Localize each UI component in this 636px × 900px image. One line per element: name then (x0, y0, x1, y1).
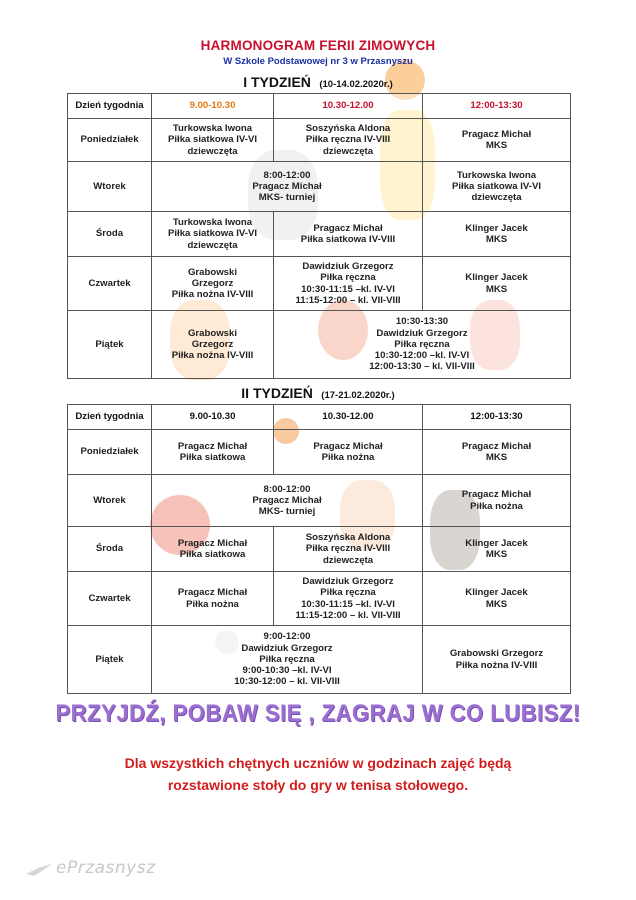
slot-cell-merged (152, 626, 423, 694)
cell-line: MKS (485, 234, 508, 245)
slot-cell (274, 212, 423, 257)
slot-cell (152, 257, 274, 311)
cell-line: Pragacz Michał (177, 440, 248, 452)
cell-line: Piłka siatkowa (179, 452, 246, 463)
cell-line: dziewczęta (322, 554, 374, 566)
cell-line: MKS (485, 452, 508, 463)
slot-cell (274, 572, 423, 626)
slot-cell (423, 257, 571, 311)
header-slot-3: 12:00-13:30 (423, 94, 571, 119)
day-cell: Poniedziałek (68, 119, 152, 162)
cell-line: Piłka ręczna (259, 653, 315, 665)
cell-line: Piłka nożna (321, 452, 375, 463)
cell-line: Piłka nożna IV-VIII (171, 289, 254, 301)
cell-line: Klinger Jacek (465, 222, 528, 234)
cell-line: 10:30-11:15 –kl. IV-VI (301, 598, 395, 610)
cell-line: Dawidziuk Grzegorz (241, 642, 333, 654)
cell-line: MKS (485, 549, 508, 560)
slot-cell (152, 212, 274, 257)
table-row (68, 430, 571, 475)
week-2-table (67, 404, 571, 694)
table-row (68, 626, 571, 694)
cell-line: MKS (485, 598, 508, 610)
cell-line: MKS- turniej (258, 192, 316, 204)
table-row (68, 257, 571, 311)
bird-logo-icon (24, 862, 54, 878)
table-row (68, 212, 571, 257)
table-header-row (68, 94, 571, 119)
slot-cell (423, 475, 571, 527)
header-slot-2: 10.30-12.00 (274, 405, 423, 430)
cell-line: Pragacz Michał (461, 489, 532, 501)
cell-line: Grabowski (187, 327, 238, 339)
slot-cell (152, 572, 274, 626)
watermark: ePrzasnysz (56, 858, 156, 878)
table-row (68, 311, 571, 379)
day-cell: Środa (68, 527, 152, 572)
header-slot-1: 9.00-10.30 (152, 94, 274, 119)
cell-line: Pragacz Michał (252, 494, 322, 506)
slot-cell (274, 257, 423, 311)
cell-line: Piłka ręczna (320, 587, 376, 599)
slot-cell (423, 626, 571, 694)
cell-line: Turkowska Iwona (172, 217, 253, 229)
slot-cell (274, 527, 423, 572)
table-row (68, 475, 571, 527)
cell-line: 9:00-12:00 (263, 631, 311, 643)
cell-line: Turkowska Iwona (172, 123, 253, 135)
header-slot-2: 10.30-12.00 (274, 94, 423, 119)
slot-cell (152, 430, 274, 475)
cell-line: MKS (485, 283, 508, 295)
cell-line: 11:15-12:00 – kl. VII-VIII (295, 294, 401, 306)
week-2-heading (0, 385, 636, 403)
cell-line: MKS- turniej (258, 506, 316, 518)
week-1-dates: (10-14.02.2020r.) (319, 79, 393, 90)
cell-line: 10:30-13:30 (395, 316, 449, 328)
day-cell: Poniedziałek (68, 430, 152, 475)
cell-line: 10:30-11:15 –kl. IV-VI (301, 283, 395, 295)
table-row (68, 572, 571, 626)
day-cell: Piątek (68, 311, 152, 379)
cell-line: 8:00-12:00 (263, 483, 311, 495)
cell-line: Piłka nożna IV-VIII (455, 659, 538, 671)
note-line-2: rozstawione stoły do gry w tenisa stołowego. (167, 777, 469, 793)
slot-cell (423, 162, 571, 212)
week-1-label: I TYDZIEŃ (243, 74, 311, 90)
header-slot-3: 12:00-13:30 (423, 405, 571, 430)
cell-line: Dawidziuk Grzegorz (302, 261, 394, 273)
cell-line: Pragacz Michał (177, 587, 248, 599)
cell-line: Piłka nożna IV-VIII (171, 350, 254, 362)
slot-cell (423, 572, 571, 626)
cell-line: 8:00-12:00 (263, 169, 311, 181)
cell-line: 11:15-12:00 – kl. VII-VIII (295, 609, 401, 621)
cell-line: Pragacz Michał (252, 180, 322, 192)
cell-line: 12:00-13:30 – kl. VII-VIII (369, 361, 475, 373)
slogan-banner: PRZYJDŹ, POBAW SIĘ , ZAGRAJ W CO LUBISZ! (55, 700, 581, 727)
slot-cell (152, 311, 274, 379)
cell-line: Dawidziuk Grzegorz (302, 576, 394, 588)
table-row (68, 162, 571, 212)
cell-line: Dawidziuk Grzegorz (376, 327, 468, 339)
cell-line: Grabowski Grzegorz (449, 648, 544, 660)
cell-line: Piłka siatkowa IV-VIII (300, 234, 396, 245)
table-row (68, 527, 571, 572)
cell-line: Piłka siatkowa IV-VI (167, 134, 258, 146)
header-slot-1: 9.00-10.30 (152, 405, 274, 430)
slot-cell (274, 430, 423, 475)
cell-line: Klinger Jacek (465, 537, 528, 549)
day-cell: Środa (68, 212, 152, 257)
slot-cell-merged (152, 475, 423, 527)
week-1-table (67, 93, 571, 379)
cell-line: Soszyńska Aldona (305, 123, 391, 135)
cell-line: Grzegorz (191, 338, 234, 350)
table-tennis-note (0, 752, 636, 796)
cell-line: Piłka siatkowa (179, 549, 246, 560)
cell-line: Grabowski (187, 266, 238, 278)
day-cell: Piątek (68, 626, 152, 694)
cell-line: Piłka ręczna IV-VIII (305, 543, 391, 555)
cell-line: Grzegorz (191, 277, 234, 289)
cell-line: Pragacz Michał (313, 222, 383, 234)
cell-line: Soszyńska Aldona (305, 532, 391, 544)
cell-line: Klinger Jacek (465, 272, 528, 284)
day-cell: Wtorek (68, 475, 152, 527)
cell-line: dziewczęta (187, 239, 238, 251)
week-2-label: II TYDZIEŃ (241, 385, 313, 401)
cell-line: Piłka ręczna (320, 272, 376, 284)
slot-cell (423, 430, 571, 475)
cell-line: Pragacz Michał (177, 537, 248, 549)
day-cell: Wtorek (68, 162, 152, 212)
cell-line: 10:30-12:00 – kl. VII-VIII (234, 676, 340, 688)
cell-line: Piłka ręczna (394, 338, 450, 350)
day-cell: Czwartek (68, 572, 152, 626)
note-line-1: Dla wszystkich chętnych uczniów w godzinach zajęć będą (124, 755, 512, 771)
cell-line: MKS (485, 140, 508, 151)
slot-cell-merged (152, 162, 423, 212)
slot-cell (152, 527, 274, 572)
cell-line: 10:30-12:00 –kl. IV-VI (374, 350, 470, 362)
cell-line: Klinger Jacek (465, 587, 528, 599)
day-cell: Czwartek (68, 257, 152, 311)
cell-line: Pragacz Michał (461, 440, 532, 452)
slot-cell (152, 119, 274, 162)
cell-line: dziewczęta (471, 192, 522, 204)
slot-cell (423, 119, 571, 162)
cell-line: Piłka ręczna IV-VIII (305, 134, 391, 146)
cell-line: Turkowska Iwona (456, 169, 537, 181)
header-day: Dzień tygodnia (68, 405, 152, 430)
cell-line: dziewczęta (187, 145, 238, 157)
slot-cell (423, 527, 571, 572)
slot-cell (274, 119, 423, 162)
slot-cell (423, 212, 571, 257)
cell-line: Pragacz Michał (313, 440, 383, 452)
week-2-dates: (17-21.02.2020r.) (321, 390, 395, 401)
table-row (68, 119, 571, 162)
cell-line: 9:00-10:30 –kl. IV-VI (242, 665, 332, 677)
cell-line: Piłka siatkowa IV-VI (451, 180, 542, 192)
cell-line: Piłka nożna (470, 500, 523, 512)
page-subtitle: W Szkole Podstawowej nr 3 w Przasnyszu (223, 56, 413, 67)
table-header-row (68, 405, 571, 430)
header-day: Dzień tygodnia (68, 94, 152, 119)
slot-cell-merged (274, 311, 571, 379)
week-1-heading (0, 74, 636, 92)
cell-line: dziewczęta (322, 145, 374, 157)
page-title: HARMONOGRAM FERII ZIMOWYCH (200, 38, 436, 53)
cell-line: Piłka nożna (186, 598, 239, 610)
cell-line: Piłka siatkowa IV-VI (167, 228, 258, 240)
cell-line: Pragacz Michał (461, 128, 532, 140)
